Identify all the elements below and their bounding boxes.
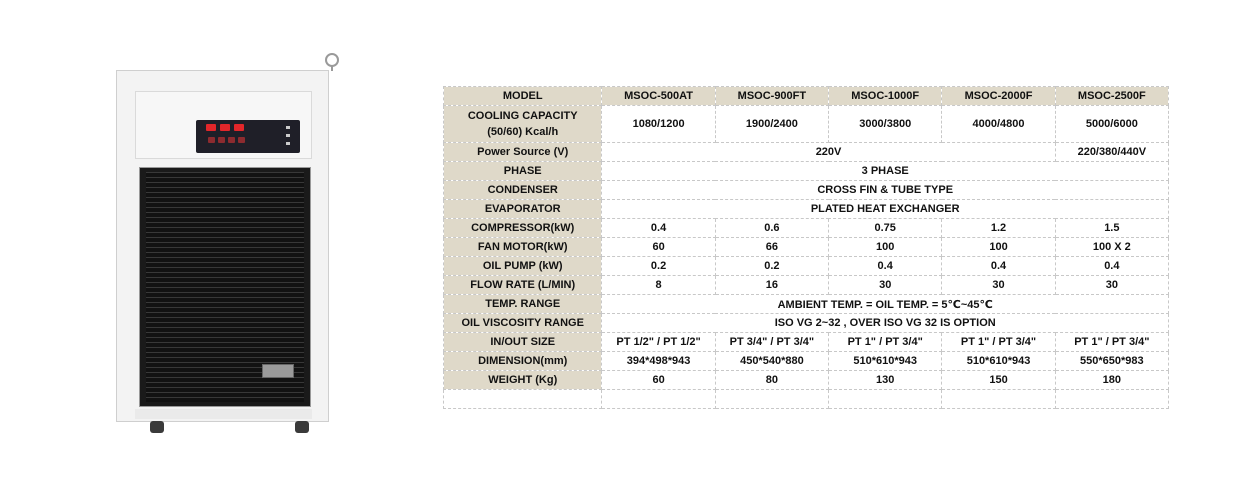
row-label-line: (50/60) Kcal/h (487, 126, 559, 138)
controller-display (196, 120, 300, 153)
caster-wheel-icon (295, 421, 309, 433)
spec-row-compressor (444, 219, 1169, 238)
spec-cell: 30 (942, 276, 1055, 295)
spec-cell: 30 (1055, 276, 1168, 295)
model-name: MSOC-2000F (942, 87, 1055, 106)
spec-cell: 100 X 2 (1055, 238, 1168, 257)
row-label: EVAPORATOR (444, 200, 602, 219)
header-row (444, 87, 1169, 106)
spec-cell: 0.4 (602, 219, 715, 238)
model-name: MSOC-900FT (715, 87, 828, 106)
control-panel (135, 91, 312, 159)
row-label-line: COOLING CAPACITY (467, 110, 578, 122)
spec-table (443, 86, 1169, 409)
spec-cell: 394*498*943 (602, 352, 715, 371)
lifting-eye-stem (331, 66, 333, 71)
row-label: OIL VISCOSITY RANGE (444, 314, 602, 333)
spec-cell: 60 (602, 238, 715, 257)
row-label: Power Source (V) (444, 143, 602, 162)
spec-row-weight (444, 371, 1169, 390)
spec-row-fan-motor (444, 238, 1169, 257)
spec-row-in-out-size (444, 333, 1169, 352)
spec-cell: 0.2 (602, 257, 715, 276)
spec-cell-span: ISO VG 2~32 , OVER ISO VG 32 IS OPTION (602, 314, 1169, 333)
caster-wheel-icon (150, 421, 164, 433)
spacer-cell (1055, 390, 1168, 409)
spec-cell: 0.2 (715, 257, 828, 276)
spec-cell: 510*610*943 (942, 352, 1055, 371)
spec-row-condenser (444, 181, 1169, 200)
row-label: PHASE (444, 162, 602, 181)
spec-cell: 150 (942, 371, 1055, 390)
controller-button (208, 137, 215, 143)
row-label (444, 106, 602, 143)
row-label: FAN MOTOR(kW) (444, 238, 602, 257)
spec-cell: 220/380/440V (1055, 143, 1168, 162)
spec-row-evaporator (444, 200, 1169, 219)
spec-cell: 1900/2400 (715, 106, 828, 143)
spacer-cell (942, 390, 1055, 409)
lifting-eye-icon (325, 53, 339, 67)
spec-row-cooling-capacity (444, 106, 1169, 143)
spec-cell: 100 (942, 238, 1055, 257)
spec-cell: 1.5 (1055, 219, 1168, 238)
spec-cell: 510*610*943 (829, 352, 942, 371)
name-plate (262, 364, 294, 378)
spec-cell: 0.4 (829, 257, 942, 276)
spec-row-oil-pump (444, 257, 1169, 276)
spec-cell: 550*650*983 (1055, 352, 1168, 371)
row-label: IN/OUT SIZE (444, 333, 602, 352)
spec-cell: PT 1" / PT 3/4" (942, 333, 1055, 352)
spec-cell: 5000/6000 (1055, 106, 1168, 143)
spec-row-temp-range (444, 295, 1169, 314)
model-name: MSOC-2500F (1055, 87, 1168, 106)
spec-cell: PT 3/4" / PT 3/4" (715, 333, 828, 352)
spec-cell: 3000/3800 (829, 106, 942, 143)
spacer-cell (715, 390, 828, 409)
bottom-panel (135, 409, 312, 419)
model-header: MODEL (444, 87, 602, 106)
controller-button (238, 137, 245, 143)
indicator-led (286, 134, 290, 137)
row-label: WEIGHT (Kg) (444, 371, 602, 390)
spec-cell: 8 (602, 276, 715, 295)
controller-button (228, 137, 235, 143)
spec-cell: 130 (829, 371, 942, 390)
spec-row-flow-rate (444, 276, 1169, 295)
spec-cell: 1080/1200 (602, 106, 715, 143)
spec-row-oil-viscosity (444, 314, 1169, 333)
model-name: MSOC-1000F (829, 87, 942, 106)
spec-cell: 450*540*880 (715, 352, 828, 371)
spec-cell: 80 (715, 371, 828, 390)
controller-button (218, 137, 225, 143)
row-label: DIMENSION(mm) (444, 352, 602, 371)
indicator-led (286, 126, 290, 129)
spec-cell: PT 1/2" / PT 1/2" (602, 333, 715, 352)
spec-cell-span: AMBIENT TEMP. = OIL TEMP. = 5℃~45℃ (602, 295, 1169, 314)
spec-cell: 60 (602, 371, 715, 390)
spec-cell: 0.75 (829, 219, 942, 238)
spec-cell: 16 (715, 276, 828, 295)
spec-cell: 0.6 (715, 219, 828, 238)
spec-cell: 0.4 (942, 257, 1055, 276)
spec-cell: 180 (1055, 371, 1168, 390)
row-label: FLOW RATE (L/MIN) (444, 276, 602, 295)
spacer-cell (602, 390, 715, 409)
spec-cell: 1.2 (942, 219, 1055, 238)
spec-cell: PT 1" / PT 3/4" (1055, 333, 1168, 352)
display-segment (206, 124, 216, 131)
table-spacer-row (444, 390, 1169, 409)
oil-cooler-photo (116, 70, 329, 422)
row-label: OIL PUMP (kW) (444, 257, 602, 276)
row-label: TEMP. RANGE (444, 295, 602, 314)
spacer-cell (829, 390, 942, 409)
row-label: CONDENSER (444, 181, 602, 200)
spec-row-dimension (444, 352, 1169, 371)
spec-cell: 100 (829, 238, 942, 257)
condenser-grille (139, 167, 311, 407)
spec-cell: 4000/4800 (942, 106, 1055, 143)
spacer-cell (444, 390, 602, 409)
spec-cell-shared: 220V (602, 143, 1055, 162)
spec-row-phase (444, 162, 1169, 181)
spec-cell: PT 1" / PT 3/4" (829, 333, 942, 352)
spec-row-power-source (444, 143, 1169, 162)
model-name: MSOC-500AT (602, 87, 715, 106)
spec-cell: 66 (715, 238, 828, 257)
spec-cell: 30 (829, 276, 942, 295)
spec-cell-span: 3 PHASE (602, 162, 1169, 181)
display-segment (234, 124, 244, 131)
display-segment (220, 124, 230, 131)
spec-cell-span: PLATED HEAT EXCHANGER (602, 200, 1169, 219)
spec-cell-span: CROSS FIN & TUBE TYPE (602, 181, 1169, 200)
row-label: COMPRESSOR(kW) (444, 219, 602, 238)
spec-cell: 0.4 (1055, 257, 1168, 276)
indicator-led (286, 142, 290, 145)
